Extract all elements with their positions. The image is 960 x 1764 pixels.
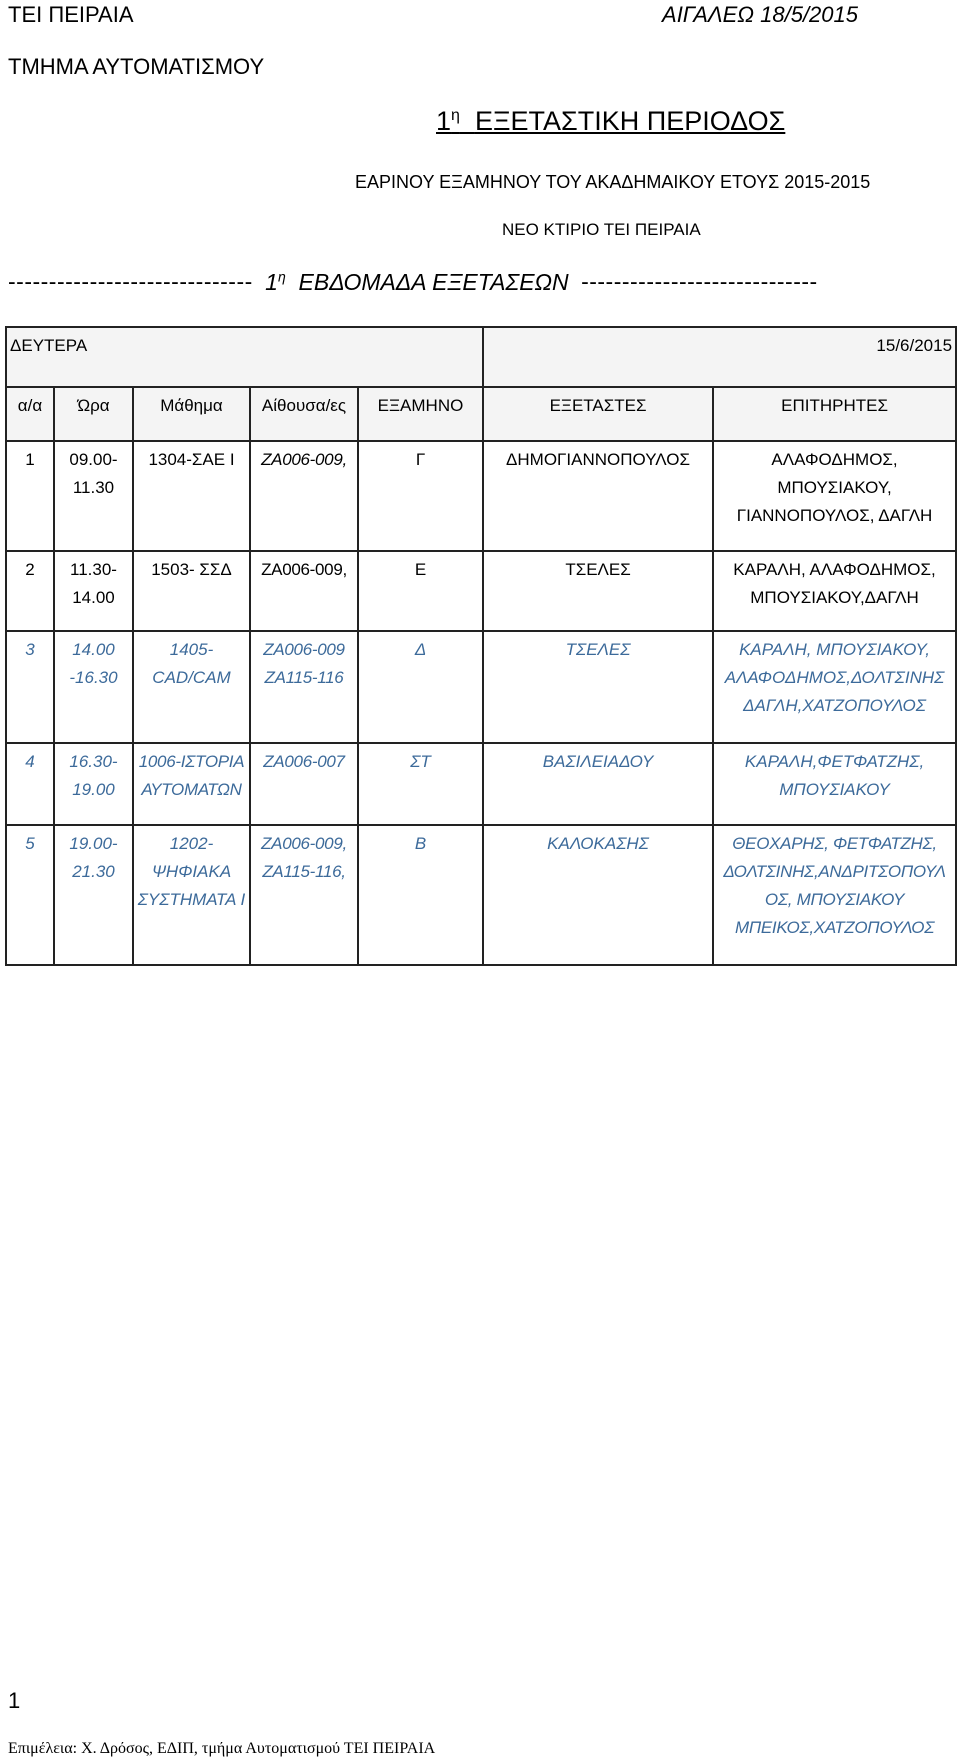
invigilator-names: ΚΑΡΑΛΗ, ΜΠΟΥΣΙΑΚΟΥ, ΑΛΑΦΟΔΗΜΟΣ,ΔΟΛΤΣΙΝΗΣ ΔΑΓΛΗ,ΧΑΤΖΟΠΟΥΛΟΣ bbox=[713, 631, 956, 743]
examiner-name: ΔΗΜΟΓΙΑΝΝΟΠΟΥΛΟΣ bbox=[483, 441, 713, 551]
exam-rooms: ΖΑ006-009 ΖΑ115-116 bbox=[250, 631, 358, 743]
department-name: ΤΜΗΜΑ ΑΥΤΟΜΑΤΙΣΜΟΥ bbox=[8, 54, 265, 79]
week-dashes-left: ------------------------------ bbox=[8, 268, 253, 295]
place-date: ΑΙΓΑΛΕΩ 18/5/2015 bbox=[662, 2, 858, 27]
semester-code: Δ bbox=[358, 631, 483, 743]
week-label bbox=[265, 269, 569, 295]
page-number: 1 bbox=[8, 1688, 21, 1713]
row-number: 5 bbox=[6, 825, 54, 965]
week-superscript: η bbox=[277, 268, 286, 284]
examiner-name: ΚΑΛΟΚΑΣΗΣ bbox=[483, 825, 713, 965]
week-label-text: ΕΒΔΟΜΑΔΑ ΕΞΕΤΑΣΕΩΝ bbox=[298, 268, 569, 295]
invigilator-names: ΑΛΑΦΟΔΗΜΟΣ, ΜΠΟΥΣΙΑΚΟΥ, ΓΙΑΝΝΟΠΟΥΛΟΣ, ΔΑΓΛΗ bbox=[713, 441, 956, 551]
row-number: 4 bbox=[6, 743, 54, 825]
institution-name: ΤΕΙ ΠΕΙΡΑΙΑ bbox=[8, 2, 134, 27]
week-dashes-right: ----------------------------- bbox=[581, 268, 818, 295]
exam-time: 19.00- 21.30 bbox=[54, 825, 133, 965]
table-row bbox=[6, 441, 956, 551]
semester-code: Γ bbox=[358, 441, 483, 551]
footer-credits: Επιμέλεια: Χ. Δρόσος, ΕΔΙΠ, τμήμα Αυτοματισμού ΤΕΙ ΠΕΙΡΑΙΑ bbox=[8, 1740, 436, 1757]
day-name: ΔΕΥΤΕΡΑ bbox=[6, 327, 483, 387]
exam-schedule-table bbox=[5, 326, 957, 966]
table-row bbox=[6, 631, 956, 743]
course-name: 1405- CAD/CAM bbox=[133, 631, 250, 743]
examiner-name: ΤΣΕΛΕΣ bbox=[483, 551, 713, 631]
title-superscript: η bbox=[451, 107, 460, 124]
invigilator-names: ΚΑΡΑΛΗ, ΑΛΑΦΟΔΗΜΟΣ, ΜΠΟΥΣΙΑΚΟΥ,ΔΑΓΛΗ bbox=[713, 551, 956, 631]
semester-code: Β bbox=[358, 825, 483, 965]
examiner-name: ΤΣΕΛΕΣ bbox=[483, 631, 713, 743]
exam-rooms: ΖΑ006-009, ΖΑ115-116, bbox=[250, 825, 358, 965]
day-date: 15/6/2015 bbox=[483, 327, 956, 387]
column-header: Μάθημα bbox=[133, 387, 250, 441]
invigilator-names: ΚΑΡΑΛΗ,ΦΕΤΦΑΤΖΗΣ, ΜΠΟΥΣΙΑΚΟΥ bbox=[713, 743, 956, 825]
semester-code: ΣΤ bbox=[358, 743, 483, 825]
table-row bbox=[6, 743, 956, 825]
row-number: 2 bbox=[6, 551, 54, 631]
week-number: 1 bbox=[265, 268, 278, 295]
column-header-row bbox=[6, 387, 956, 441]
invigilator-names: ΘΕΟΧΑΡΗΣ, ΦΕΤΦΑΤΖΗΣ, ΔΟΛΤΣΙΝΗΣ,ΑΝΔΡΙΤΣΟΠΟΥΛ ΟΣ, ΜΠΟΥΣΙΑΚΟΥ ΜΠΕΙΚΟΣ,ΧΑΤΖΟΠΟΥΛΟΣ bbox=[713, 825, 956, 965]
table-row bbox=[6, 551, 956, 631]
exam-time: 09.00- 11.30 bbox=[54, 441, 133, 551]
title-number: 1 bbox=[436, 106, 452, 136]
exam-rooms: ΖΑ006-009, bbox=[250, 551, 358, 631]
column-header: α/α bbox=[6, 387, 54, 441]
column-header: Ώρα bbox=[54, 387, 133, 441]
table-row bbox=[6, 825, 956, 965]
page-title bbox=[436, 106, 785, 137]
exam-rooms: ΖΑ006-007 bbox=[250, 743, 358, 825]
course-name: 1202- ΨΗΦΙΑΚΑ ΣΥΣΤΗΜΑΤΑ Ι bbox=[133, 825, 250, 965]
course-name: 1304-ΣΑΕ Ι bbox=[133, 441, 250, 551]
exam-time: 16.30- 19.00 bbox=[54, 743, 133, 825]
course-name: 1503- ΣΣΔ bbox=[133, 551, 250, 631]
row-number: 1 bbox=[6, 441, 54, 551]
semester-code: Ε bbox=[358, 551, 483, 631]
column-header: ΕΞΕΤΑΣΤΕΣ bbox=[483, 387, 713, 441]
title-text: ΕΞΕΤΑΣΤΙΚΗ ΠΕΡΙΟΔΟΣ bbox=[474, 106, 786, 136]
exam-time: 14.00 -16.30 bbox=[54, 631, 133, 743]
week-heading bbox=[8, 268, 818, 296]
column-header: Αίθουσα/ες bbox=[250, 387, 358, 441]
row-number: 3 bbox=[6, 631, 54, 743]
building-line: ΝΕΟ ΚΤΙΡΙΟ ΤΕΙ ΠΕΙΡΑΙΑ bbox=[502, 220, 701, 239]
course-name: 1006-ΙΣΤΟΡΙΑ ΑΥΤΟΜΑΤΩΝ bbox=[133, 743, 250, 825]
column-header: ΕΠΙΤΗΡΗΤΕΣ bbox=[713, 387, 956, 441]
semester-line: ΕΑΡΙΝΟΥ ΕΞΑΜΗΝΟΥ ΤΟΥ ΑΚΑΔΗΜΑΙΚΟΥ ΕΤΟΥΣ 2015-2015 bbox=[355, 172, 871, 192]
exam-time: 11.30- 14.00 bbox=[54, 551, 133, 631]
day-row bbox=[6, 327, 956, 387]
examiner-name: ΒΑΣΙΛΕΙΑΔΟΥ bbox=[483, 743, 713, 825]
column-header: ΕΞΑΜΗΝΟ bbox=[358, 387, 483, 441]
exam-rooms: ΖΑ006-009, bbox=[250, 441, 358, 551]
